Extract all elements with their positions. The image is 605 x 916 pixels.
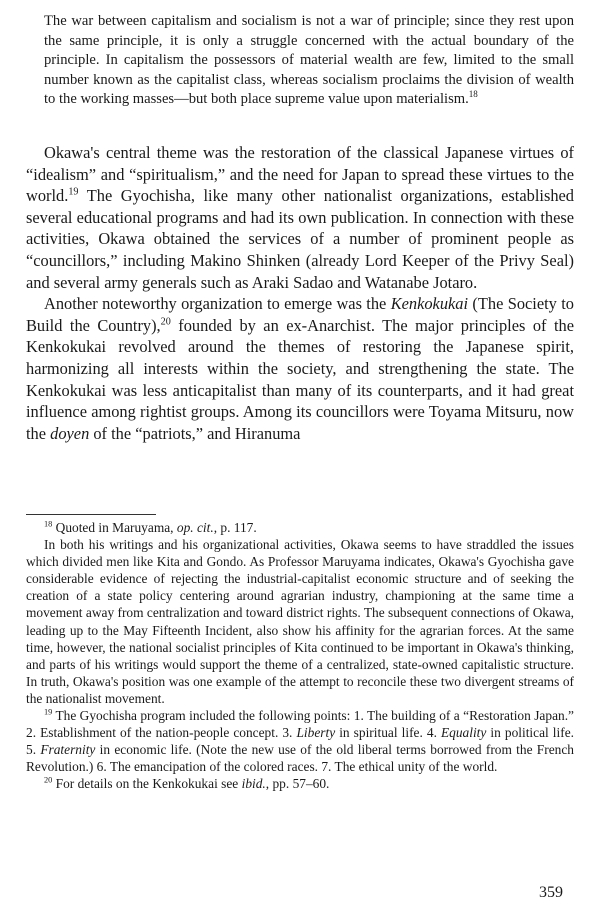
footnote-20-text-b: , pp. 57–60.: [265, 776, 330, 792]
footnote-19-text-d: in economic life. (Note the new use of the old liberal terms borrowed from the French Revolution.) 6. The emancipation of the colored races. 7. The ethical unity of the world.: [26, 742, 574, 775]
footnote-20: [26, 775, 574, 792]
footnote-19-text-b: in spiritual life. 4.: [335, 725, 441, 741]
paragraph-2-text-c: founded by an ex-Anarchist. The major principles of the Kenkokukai revolved around the themes of restoring the Japanese spirit, harmonizing all interests within the society, and strengthening the state. The Kenkokukai was less anticapitalist than many of its counterparts, and it had great influence among rightist groups. Among its councillors were Toyama Mitsuru, now the: [26, 315, 574, 443]
paragraph-2-text-d: of the “patriots,” and Hiranuma: [89, 423, 301, 443]
op-cit-term: op. cit.: [176, 520, 214, 535]
footnote-18-text-b: , p. 117.: [213, 520, 257, 535]
footnote-ref-18: 18: [468, 89, 478, 100]
fraternity-term: Fraternity: [40, 742, 96, 758]
paragraph-2: [26, 293, 574, 444]
paragraph-2-text-b: (The Society to Build the Country),: [26, 294, 574, 335]
quote-text: The war between capitalism and socialism is not a war of principle; since they rest upon the same principle, it is only a struggle concerned with the actual boundary of the principle. In capitalism the possessors of material wealth are few, limited to the small number known as the capitalist class, whereas socialism proclaims the division of wealth to the working masses—but both place supreme value upon materialism.: [44, 13, 574, 107]
footnote-19: [26, 707, 574, 775]
liberty-term: Liberty: [296, 725, 336, 741]
footnote-19-number: 19: [44, 707, 53, 717]
paragraph-2-text-a: Another noteworthy organization to emerge was the: [44, 294, 391, 314]
footnote-ref-19: 19: [68, 186, 79, 198]
footnote-18-continuation: In both his writings and his organizational activities, Okawa seems to have straddled the issues which divided men like Kita and Gondo. As Professor Maruyama indicates, Okawa's Gyochisha gave considerable evidence of rejecting the industrial-capitalist economic structure and of seeking the creation of a state policy centering around agrarian industry, championing at the same time a movement away from centralization and toward district rights. The subsequent connections of Okawa, leading up to the May Fifteenth Incident, also show his affinity for the agrarian forces. At the same time, however, the national socialist principles of Kita continued to be important in Okawa's thinking, and parts of his writings would support the theme of a centralized, state-owned capitalistic structure. In truth, Okawa's position was one example of the attempt to reconcile these two divergent streams of the nationalist movement.: [26, 537, 574, 706]
block-quote: [44, 12, 574, 110]
footnote-20-number: 20: [44, 775, 53, 785]
paragraph-1-text-a: Okawa's central theme was the restoration of the classical Japanese virtues of “idealism” and “spiritualism,” and the need for Japan to spread these virtues to the world.: [26, 143, 574, 206]
equality-term: Equality: [440, 725, 487, 741]
paragraph-1-text-b: The Gyochisha, like many other nationalist organizations, established several educational programs and had its own publication. In connection with these activities, Okawa obtained the services of a number of prominent people as “councillors,” including Makino Shinken (already Lord Keeper of the Privy Seal) and several army generals such as Araki Sadao and Watanabe Jotaro.: [26, 186, 574, 292]
main-text: [26, 142, 574, 444]
footnote-19-text-c: in political life. 5.: [26, 725, 574, 758]
paragraph-1: [26, 142, 574, 293]
doyen-term: doyen: [50, 423, 90, 443]
ibid-term: ibid.: [241, 776, 266, 792]
footnote-ref-20: 20: [160, 316, 171, 328]
footnote-18-number: 18: [44, 519, 53, 529]
kenkokukai-term: Kenkokukai: [390, 294, 469, 314]
footnote-18-text-a: Quoted in Maruyama,: [52, 520, 177, 535]
footnote-divider: [26, 514, 156, 515]
footnote-18: [26, 519, 574, 536]
page-number: 359: [539, 884, 563, 901]
footnotes: [26, 519, 574, 793]
footnote-20-text-a: For details on the Kenkokukai see: [52, 776, 242, 792]
footnote-19-text-a: The Gyochisha program included the following points: 1. The building of a “Restoration Japan.” 2. Establishment of the nation-people concept. 3.: [26, 708, 574, 741]
